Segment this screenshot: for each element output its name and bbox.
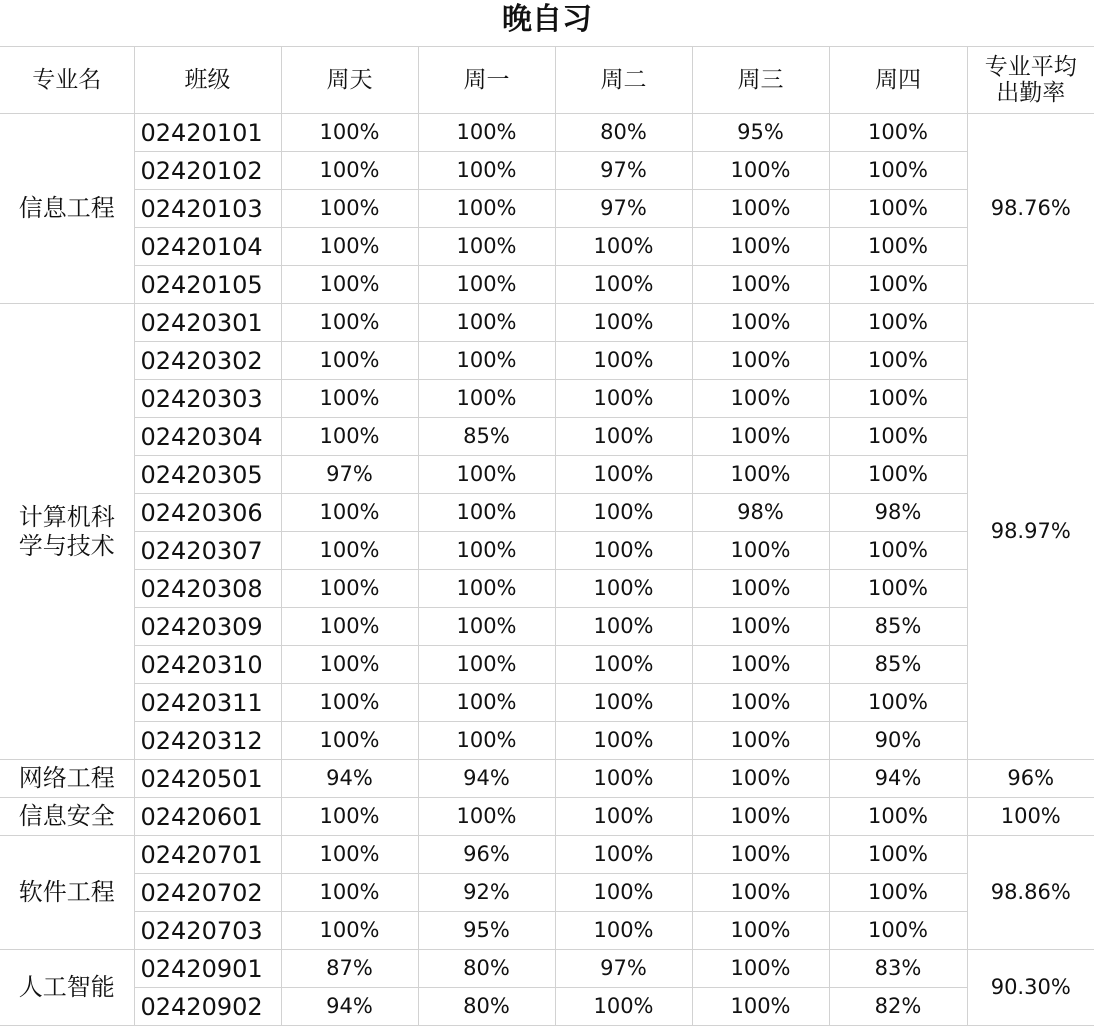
attendance-cell-wed: 100% <box>692 266 829 304</box>
attendance-cell-thu: 85% <box>829 646 967 684</box>
attendance-cell-sun: 100% <box>281 836 418 874</box>
major-name-cell <box>0 114 134 304</box>
attendance-cell-wed: 100% <box>692 836 829 874</box>
major-average-cell: 98.86% <box>967 836 1094 950</box>
attendance-cell-thu: 100% <box>829 152 967 190</box>
attendance-cell-thu: 100% <box>829 266 967 304</box>
class-id-cell: 02420703 <box>134 912 281 950</box>
attendance-cell-wed: 100% <box>692 342 829 380</box>
class-id-cell: 02420306 <box>134 494 281 532</box>
attendance-cell-thu: 100% <box>829 532 967 570</box>
attendance-cell-mon: 100% <box>418 266 555 304</box>
attendance-cell-sun: 100% <box>281 798 418 836</box>
table-row <box>0 152 1094 190</box>
attendance-cell-mon: 85% <box>418 418 555 456</box>
header-avg-line2: 出勤率 <box>996 80 1066 106</box>
class-id-cell: 02420902 <box>134 988 281 1026</box>
attendance-cell-tue: 80% <box>555 114 692 152</box>
major-name-line: 计算机科 <box>18 502 115 531</box>
attendance-cell-tue: 100% <box>555 722 692 760</box>
table-row <box>0 190 1094 228</box>
attendance-cell-thu: 100% <box>829 380 967 418</box>
attendance-cell-tue: 100% <box>555 380 692 418</box>
header-class: 班级 <box>134 47 281 114</box>
attendance-cell-thu: 85% <box>829 608 967 646</box>
table-row <box>0 418 1094 456</box>
class-id-cell: 02420102 <box>134 152 281 190</box>
table-row <box>0 836 1094 874</box>
attendance-cell-mon: 100% <box>418 532 555 570</box>
attendance-cell-sun: 97% <box>281 456 418 494</box>
header-thu: 周四 <box>829 47 967 114</box>
class-id-cell: 02420310 <box>134 646 281 684</box>
table-row <box>0 608 1094 646</box>
major-name-line: 人工智能 <box>18 973 115 1001</box>
attendance-cell-sun: 100% <box>281 152 418 190</box>
major-name-cell <box>0 760 134 798</box>
attendance-cell-thu: 100% <box>829 874 967 912</box>
table-row <box>0 342 1094 380</box>
header-tue: 周二 <box>555 47 692 114</box>
page-title: 晚自习 <box>502 2 592 37</box>
major-name-line: 网络工程 <box>18 764 115 792</box>
attendance-cell-mon: 100% <box>418 646 555 684</box>
class-id-cell: 02420101 <box>134 114 281 152</box>
attendance-cell-mon: 100% <box>418 114 555 152</box>
attendance-cell-sun: 100% <box>281 266 418 304</box>
class-id-cell: 02420312 <box>134 722 281 760</box>
attendance-cell-wed: 100% <box>692 950 829 988</box>
attendance-cell-thu: 100% <box>829 836 967 874</box>
attendance-cell-wed: 100% <box>692 798 829 836</box>
table-row <box>0 950 1094 988</box>
attendance-cell-wed: 100% <box>692 228 829 266</box>
major-name-cell <box>0 950 134 1026</box>
header-avg-line1: 专业平均 <box>984 54 1077 80</box>
major-average-cell: 98.97% <box>967 304 1094 760</box>
table-row <box>0 798 1094 836</box>
attendance-cell-wed: 100% <box>692 570 829 608</box>
attendance-cell-tue: 100% <box>555 494 692 532</box>
class-id-cell: 02420307 <box>134 532 281 570</box>
attendance-cell-sun: 100% <box>281 874 418 912</box>
table-row <box>0 570 1094 608</box>
class-id-cell: 02420501 <box>134 760 281 798</box>
attendance-cell-wed: 98% <box>692 494 829 532</box>
attendance-cell-mon: 100% <box>418 228 555 266</box>
table-row <box>0 988 1094 1026</box>
major-name-line: 学与技术 <box>18 531 115 560</box>
attendance-cell-thu: 100% <box>829 456 967 494</box>
attendance-cell-thu: 100% <box>829 418 967 456</box>
class-id-cell: 02420304 <box>134 418 281 456</box>
table-row <box>0 722 1094 760</box>
attendance-cell-wed: 100% <box>692 988 829 1026</box>
attendance-cell-sun: 94% <box>281 988 418 1026</box>
attendance-cell-tue: 100% <box>555 456 692 494</box>
attendance-cell-thu: 100% <box>829 570 967 608</box>
attendance-cell-mon: 100% <box>418 456 555 494</box>
attendance-cell-thu: 100% <box>829 912 967 950</box>
attendance-cell-tue: 100% <box>555 228 692 266</box>
attendance-cell-sun: 100% <box>281 646 418 684</box>
attendance-cell-wed: 100% <box>692 152 829 190</box>
attendance-cell-mon: 100% <box>418 342 555 380</box>
major-name-line: 信息安全 <box>18 802 115 830</box>
class-id-cell: 02420303 <box>134 380 281 418</box>
table-row <box>0 532 1094 570</box>
attendance-cell-wed: 100% <box>692 532 829 570</box>
attendance-cell-tue: 100% <box>555 684 692 722</box>
attendance-cell-wed: 100% <box>692 646 829 684</box>
attendance-cell-thu: 100% <box>829 228 967 266</box>
attendance-cell-wed: 100% <box>692 760 829 798</box>
attendance-cell-wed: 100% <box>692 722 829 760</box>
attendance-cell-thu: 100% <box>829 304 967 342</box>
table-row <box>0 266 1094 304</box>
attendance-cell-sun: 100% <box>281 494 418 532</box>
table-row <box>0 304 1094 342</box>
class-id-cell: 02420702 <box>134 874 281 912</box>
table-body <box>0 114 1094 1026</box>
major-average-cell: 96% <box>967 760 1094 798</box>
attendance-cell-tue: 100% <box>555 988 692 1026</box>
class-id-cell: 02420308 <box>134 570 281 608</box>
attendance-cell-sun: 100% <box>281 380 418 418</box>
attendance-cell-thu: 94% <box>829 760 967 798</box>
attendance-cell-mon: 100% <box>418 798 555 836</box>
table-row <box>0 874 1094 912</box>
attendance-cell-tue: 100% <box>555 798 692 836</box>
attendance-cell-wed: 95% <box>692 114 829 152</box>
attendance-cell-sun: 100% <box>281 570 418 608</box>
attendance-cell-wed: 100% <box>692 418 829 456</box>
attendance-cell-wed: 100% <box>692 608 829 646</box>
major-name-line: 信息工程 <box>18 194 115 222</box>
attendance-cell-sun: 100% <box>281 114 418 152</box>
attendance-cell-mon: 92% <box>418 874 555 912</box>
class-id-cell: 02420104 <box>134 228 281 266</box>
attendance-cell-mon: 100% <box>418 304 555 342</box>
attendance-cell-tue: 100% <box>555 570 692 608</box>
attendance-cell-tue: 97% <box>555 190 692 228</box>
attendance-cell-mon: 80% <box>418 988 555 1026</box>
attendance-cell-wed: 100% <box>692 304 829 342</box>
major-name-cell <box>0 798 134 836</box>
attendance-cell-tue: 100% <box>555 874 692 912</box>
attendance-cell-tue: 100% <box>555 342 692 380</box>
attendance-cell-mon: 100% <box>418 494 555 532</box>
attendance-cell-wed: 100% <box>692 190 829 228</box>
attendance-cell-mon: 100% <box>418 380 555 418</box>
attendance-cell-thu: 100% <box>829 114 967 152</box>
attendance-cell-thu: 100% <box>829 190 967 228</box>
class-id-cell: 02420302 <box>134 342 281 380</box>
attendance-cell-sun: 100% <box>281 608 418 646</box>
attendance-table <box>0 46 1094 1026</box>
header-major: 专业名 <box>0 47 134 114</box>
attendance-cell-mon: 94% <box>418 760 555 798</box>
class-id-cell: 02420103 <box>134 190 281 228</box>
header-wed: 周三 <box>692 47 829 114</box>
attendance-cell-tue: 100% <box>555 418 692 456</box>
attendance-cell-tue: 100% <box>555 266 692 304</box>
major-average-cell: 98.76% <box>967 114 1094 304</box>
attendance-cell-sun: 100% <box>281 532 418 570</box>
class-id-cell: 02420105 <box>134 266 281 304</box>
class-id-cell: 02420301 <box>134 304 281 342</box>
attendance-cell-sun: 100% <box>281 228 418 266</box>
major-name-cell <box>0 304 134 760</box>
attendance-cell-sun: 100% <box>281 190 418 228</box>
table-row <box>0 456 1094 494</box>
attendance-cell-mon: 100% <box>418 570 555 608</box>
header-row <box>0 47 1094 114</box>
attendance-cell-tue: 100% <box>555 646 692 684</box>
attendance-cell-thu: 98% <box>829 494 967 532</box>
class-id-cell: 02420311 <box>134 684 281 722</box>
major-name-cell <box>0 836 134 950</box>
table-row <box>0 646 1094 684</box>
attendance-cell-tue: 97% <box>555 152 692 190</box>
attendance-cell-thu: 100% <box>829 798 967 836</box>
attendance-cell-sun: 100% <box>281 684 418 722</box>
attendance-cell-tue: 100% <box>555 532 692 570</box>
attendance-cell-tue: 100% <box>555 836 692 874</box>
table-row <box>0 380 1094 418</box>
class-id-cell: 02420701 <box>134 836 281 874</box>
table-row <box>0 760 1094 798</box>
table-row <box>0 114 1094 152</box>
attendance-cell-tue: 97% <box>555 950 692 988</box>
major-average-cell: 100% <box>967 798 1094 836</box>
header-mon: 周一 <box>418 47 555 114</box>
attendance-cell-thu: 100% <box>829 342 967 380</box>
attendance-cell-tue: 100% <box>555 608 692 646</box>
attendance-cell-thu: 82% <box>829 988 967 1026</box>
attendance-cell-mon: 100% <box>418 190 555 228</box>
class-id-cell: 02420601 <box>134 798 281 836</box>
attendance-cell-sun: 100% <box>281 304 418 342</box>
header-sun: 周天 <box>281 47 418 114</box>
attendance-cell-mon: 100% <box>418 722 555 760</box>
class-id-cell: 02420305 <box>134 456 281 494</box>
attendance-cell-sun: 100% <box>281 418 418 456</box>
major-name-line: 软件工程 <box>18 878 115 906</box>
table-row <box>0 494 1094 532</box>
attendance-cell-wed: 100% <box>692 380 829 418</box>
table-row <box>0 912 1094 950</box>
attendance-cell-tue: 100% <box>555 912 692 950</box>
attendance-cell-wed: 100% <box>692 912 829 950</box>
attendance-cell-thu: 90% <box>829 722 967 760</box>
class-id-cell: 02420309 <box>134 608 281 646</box>
attendance-cell-sun: 94% <box>281 760 418 798</box>
attendance-cell-tue: 100% <box>555 760 692 798</box>
attendance-cell-sun: 100% <box>281 342 418 380</box>
major-average-cell: 90.30% <box>967 950 1094 1026</box>
attendance-cell-mon: 100% <box>418 152 555 190</box>
attendance-cell-mon: 80% <box>418 950 555 988</box>
attendance-cell-mon: 95% <box>418 912 555 950</box>
attendance-cell-thu: 100% <box>829 684 967 722</box>
attendance-cell-sun: 100% <box>281 722 418 760</box>
attendance-cell-sun: 100% <box>281 912 418 950</box>
attendance-cell-mon: 96% <box>418 836 555 874</box>
attendance-cell-wed: 100% <box>692 456 829 494</box>
attendance-cell-tue: 100% <box>555 304 692 342</box>
attendance-cell-wed: 100% <box>692 684 829 722</box>
table-row <box>0 684 1094 722</box>
attendance-cell-sun: 87% <box>281 950 418 988</box>
attendance-cell-thu: 83% <box>829 950 967 988</box>
header-avg <box>967 47 1094 114</box>
attendance-cell-wed: 100% <box>692 874 829 912</box>
attendance-cell-mon: 100% <box>418 608 555 646</box>
table-row <box>0 228 1094 266</box>
attendance-cell-mon: 100% <box>418 684 555 722</box>
class-id-cell: 02420901 <box>134 950 281 988</box>
